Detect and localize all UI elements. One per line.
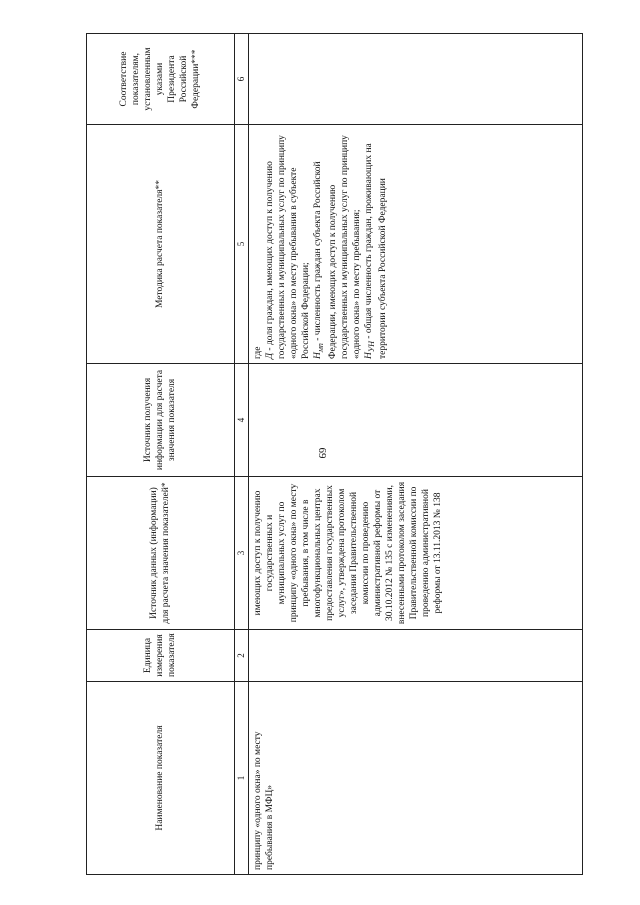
column-number: 6 (234, 34, 248, 125)
page-number: 69 (316, 447, 328, 459)
method-h2-definition (363, 129, 390, 359)
column-number: 5 (234, 125, 248, 364)
cell-name: принципу «одного окна» по месту пребывания в МФЦ» (248, 682, 582, 875)
method-where: где (252, 346, 263, 359)
header-method: Методика расчета показателя** (87, 125, 235, 364)
column-number-row (234, 34, 248, 875)
cell-method (248, 125, 582, 364)
header-compliance: Соответствие показателям, установленным указами Президента Российской Федерации*** (87, 34, 235, 125)
method-h1-text: - численность граждан субъекта Российской Федерации, имеющих доступ к получению государственных и муниципальных услуг по принципу «одного окна» по месту пребывания; (312, 135, 362, 359)
cell-info-source (248, 364, 582, 477)
method-h1-subscript: мп (315, 343, 325, 353)
method-d-symbol: Д (264, 352, 275, 359)
method-h1-symbol: Н (312, 352, 323, 359)
column-number: 2 (234, 630, 248, 682)
cell-data-source: имеющих доступ к получению государственных и муниципальных услуг по принципу «одного окна» по месту пребывания, в том числе в многофункциональных центрах предоставления государственных услуг», утверждена протоколом заседания Правительственной комиссии по проведению административной реформы от 30.10.2012 № 135 с изменениями, внесенными протоколом заседания Правительственной комиссии по проведению административной реформы от 13.11.2013 № 138 (248, 477, 582, 630)
cell-compliance (248, 34, 582, 125)
column-number: 4 (234, 364, 248, 477)
header-row (87, 34, 235, 875)
header-unit: Единица измерения показателя (87, 630, 235, 682)
method-d-text: - доля граждан, имеющих доступ к получению государственных и муниципальных услуг по принципу «одного окна» по месту пребывания в субъекте Российской Федерации; (264, 135, 311, 359)
column-number: 1 (234, 682, 248, 875)
column-number: 3 (234, 477, 248, 630)
header-data-source: Источник данных (информации) для расчета значения показателей* (87, 477, 235, 630)
method-d-definition (264, 129, 312, 359)
method-h1-definition (312, 129, 363, 359)
method-h2-symbol: Н (363, 352, 374, 359)
indicator-table (86, 33, 583, 875)
method-h2-text: - общая численность граждан, проживающих на территории субъекта Российской Федерации (363, 143, 389, 359)
header-name: Наименование показателя (87, 682, 235, 875)
header-info-source: Источник получения информации для расчета значения показателя (87, 364, 235, 477)
cell-unit (248, 630, 582, 682)
table-container (86, 34, 583, 875)
table-row (248, 34, 582, 875)
method-h2-subscript: УН (366, 341, 376, 353)
